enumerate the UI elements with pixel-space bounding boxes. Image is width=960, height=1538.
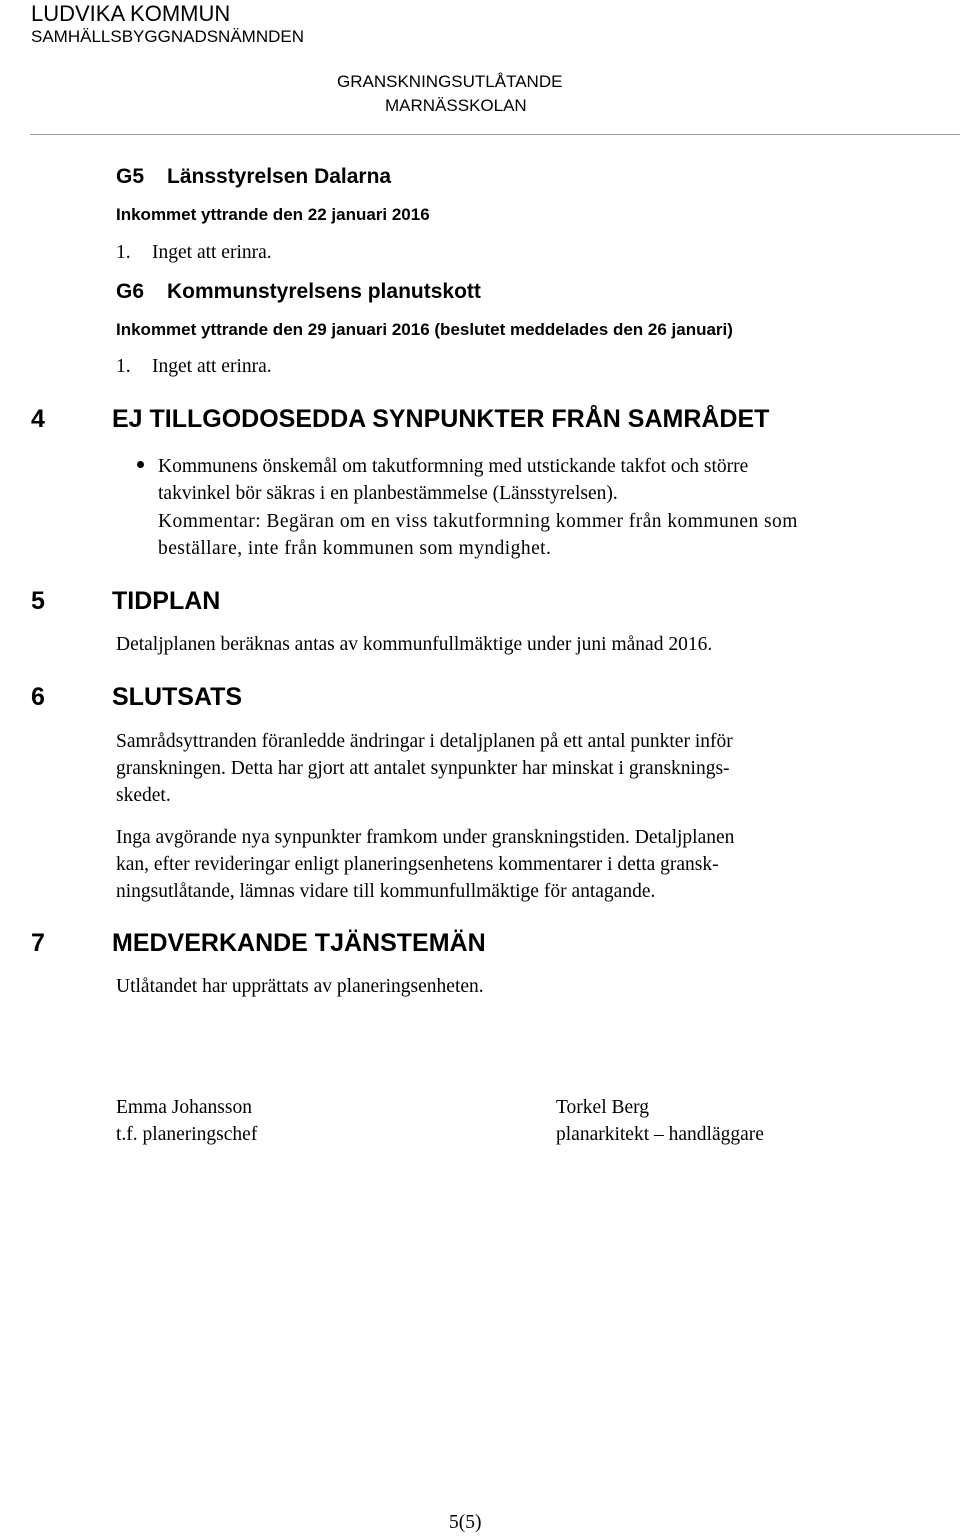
g6-received: Inkommet yttrande den 29 januari 2016 (beslutet meddelades den 26 januari) — [116, 320, 733, 339]
g5-item-number: 1. — [116, 242, 131, 263]
section4-comment-line: Kommentar: Begäran om en viss takutformning kommer från kommunen som — [158, 511, 798, 532]
section4-title: EJ TILLGODOSEDDA SYNPUNKTER FRÅN SAMRÅDET — [112, 405, 770, 433]
project-name: MARNÄSSKOLAN — [385, 96, 527, 115]
section5-text: Detaljplanen beräknas antas av kommunfullmäktige under juni månad 2016. — [116, 634, 713, 655]
g6-item-number: 1. — [116, 356, 131, 377]
document-type: GRANSKNINGSUTLÅTANDE — [337, 72, 563, 91]
bullet-icon — [137, 461, 144, 468]
g5-title: Länsstyrelsen Dalarna — [167, 165, 392, 188]
section6-heading — [31, 683, 242, 712]
section7-text: Utlåtandet har upprättats av planeringsenheten. — [116, 976, 484, 997]
section6-paragraph-1-line: granskningen. Detta har gjort att antalet synpunkter har minskat i gransknings- — [116, 758, 730, 779]
section6-paragraph-1 — [116, 728, 733, 809]
department-name: SAMHÄLLSBYGGNADSNÄMNDEN — [31, 27, 305, 46]
g5-item-text: Inget att erinra. — [152, 242, 272, 263]
section6-number: 6 — [31, 683, 45, 711]
g5-item — [116, 242, 272, 264]
section6-title: SLUTSATS — [112, 683, 243, 711]
page-number: 5(5) — [449, 1512, 482, 1533]
section6-paragraph-1-line: skedet. — [116, 785, 171, 806]
header-divider — [30, 134, 960, 135]
section4-number: 4 — [31, 405, 45, 433]
section4-comment-line: beställare, inte från kommunen som myndighet. — [158, 538, 552, 559]
section6-paragraph-2-line: ningsutlåtande, lämnas vidare till kommunfullmäktige för antagande. — [116, 881, 656, 902]
section4-bullet-line: Kommunens önskemål om takutformning med utstickande takfot och större — [158, 456, 749, 477]
organization-name: LUDVIKA KOMMUN — [31, 1, 231, 26]
section4-comment — [158, 508, 798, 562]
g6-item-text: Inget att erinra. — [152, 356, 272, 377]
g6-title: Kommunstyrelsens planutskott — [167, 280, 481, 303]
g5-received: Inkommet yttrande den 22 januari 2016 — [116, 205, 430, 224]
g5-heading — [116, 165, 391, 189]
signature-block — [556, 1094, 764, 1148]
section4-bullet-line: takvinkel bör säkras i en planbestämmelse (Länsstyrelsen). — [158, 483, 618, 504]
signatory-role: planarkitekt – handläggare — [556, 1124, 764, 1145]
g6-number: G6 — [116, 280, 145, 303]
section7-number: 7 — [31, 929, 45, 957]
section7-heading — [31, 929, 486, 958]
g6-item — [116, 356, 272, 378]
section5-title: TIDPLAN — [112, 587, 221, 615]
section6-paragraph-1-line: Samrådsyttranden föranledde ändringar i detaljplanen på ett antal punkter inför — [116, 731, 733, 752]
section5-number: 5 — [31, 587, 45, 615]
g5-number: G5 — [116, 165, 145, 188]
section7-title: MEDVERKANDE TJÄNSTEMÄN — [112, 929, 486, 957]
signatory-name: Emma Johansson — [116, 1097, 252, 1118]
section5-heading — [31, 587, 220, 616]
section6-paragraph-2 — [116, 824, 734, 905]
signature-block — [116, 1094, 257, 1148]
g6-heading — [116, 280, 481, 304]
section6-paragraph-2-line: Inga avgörande nya synpunkter framkom under granskningstiden. Detaljplanen — [116, 827, 735, 848]
signatory-role: t.f. planeringschef — [116, 1124, 258, 1145]
section4-bullet-text — [158, 453, 748, 507]
signatory-name: Torkel Berg — [556, 1097, 650, 1118]
section6-paragraph-2-line: kan, efter revideringar enligt planeringsenhetens kommentarer i detta gransk- — [116, 854, 719, 875]
section4-heading — [31, 405, 769, 434]
